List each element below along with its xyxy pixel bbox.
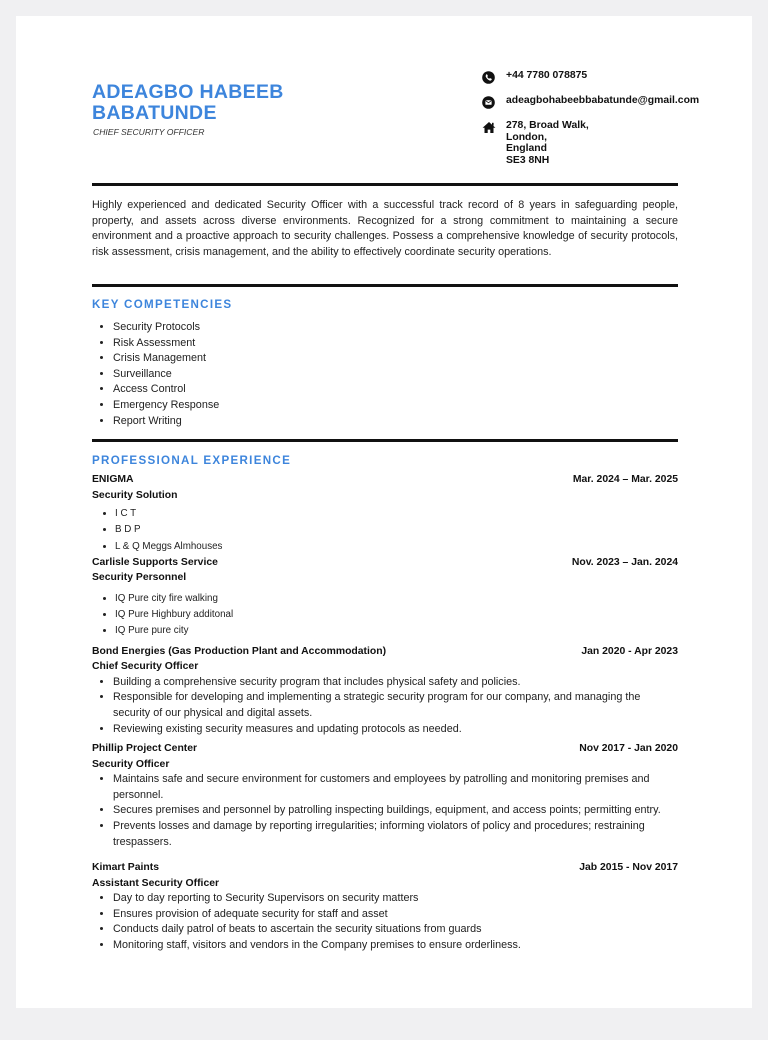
experience-heading: PROFESSIONAL EXPERIENCE bbox=[92, 454, 292, 467]
job-company: ENIGMA bbox=[92, 474, 134, 485]
competencies-list bbox=[93, 320, 219, 429]
job-header bbox=[92, 555, 678, 571]
address-lines bbox=[506, 120, 589, 166]
job-title: Security Personnel bbox=[92, 572, 187, 584]
divider bbox=[92, 284, 678, 287]
list-item: • Responsible for developing and implementing a strategic security program for our company, and managing the security of our physical and digital assets. bbox=[113, 690, 678, 721]
list-item: • Monitoring staff, visitors and vendors in the Company premises to ensure orderliness. bbox=[113, 938, 678, 954]
phone-icon bbox=[482, 70, 506, 84]
address-line: 278, Broad Walk, bbox=[506, 120, 589, 131]
list-item: • Crisis Management bbox=[113, 351, 219, 367]
job-dates: Nov. 2023 – Jan. 2024 bbox=[571, 556, 678, 568]
email-text[interactable]: adeagbohabeebbabatunde@gmail.com bbox=[506, 95, 700, 106]
job-header bbox=[92, 860, 678, 876]
candidate-name: ADEAGBO HABEEB BABATUNDE bbox=[92, 81, 284, 124]
job-company: Carlisle Supports Service bbox=[92, 556, 218, 568]
job-entry bbox=[92, 472, 678, 555]
job-dates: Jan 2020 - Apr 2023 bbox=[581, 645, 678, 657]
list-item: • Surveillance bbox=[113, 367, 219, 383]
list-item: • Access Control bbox=[113, 382, 219, 398]
job-dates: Mar. 2024 – Mar. 2025 bbox=[572, 474, 678, 485]
job-company: Phillip Project Center bbox=[92, 743, 198, 755]
address-line: England bbox=[506, 143, 547, 154]
list-item: • Ensures provision of adequate security for staff and asset bbox=[113, 907, 678, 923]
list-item: • IQ Pure pure city bbox=[115, 623, 678, 639]
job-dates: Jab 2015 - Nov 2017 bbox=[579, 862, 678, 874]
job-entry bbox=[92, 555, 678, 640]
job-header bbox=[92, 741, 678, 757]
phone-text[interactable]: +44 7780 078875 bbox=[506, 70, 588, 81]
job-header bbox=[92, 644, 678, 660]
contact-address bbox=[482, 120, 742, 166]
list-item: • B D P bbox=[115, 522, 678, 538]
contact-block bbox=[482, 70, 742, 177]
list-item: • IQ Pure Highbury additonal bbox=[115, 607, 678, 623]
job-entry bbox=[92, 741, 678, 850]
job-duties bbox=[92, 591, 678, 640]
list-item: • Maintains safe and secure environment for customers and employees by patrolling and monitoring premises and personnel. bbox=[113, 772, 678, 803]
contact-phone bbox=[482, 70, 742, 84]
list-item: • Prevents losses and damage by reporting irregularities; informing violators of policy and procedures; restraining trespassers. bbox=[113, 819, 678, 850]
list-item: • Security Protocols bbox=[113, 320, 219, 336]
list-item: • Conducts daily patrol of beats to ascertain the security situations from guards bbox=[113, 922, 678, 938]
experience-list bbox=[92, 472, 678, 954]
job-duties bbox=[92, 891, 678, 953]
list-item: • Report Writing bbox=[113, 414, 219, 430]
job-dates: Nov 2017 - Jan 2020 bbox=[579, 743, 678, 755]
job-duties bbox=[92, 772, 678, 850]
competencies-heading: KEY COMPETENCIES bbox=[92, 298, 233, 311]
contact-email bbox=[482, 95, 742, 109]
list-item: • Reviewing existing security measures and updating protocols as needed. bbox=[113, 722, 678, 738]
list-item: • I C T bbox=[115, 506, 678, 522]
job-entry bbox=[92, 644, 678, 737]
home-icon bbox=[482, 120, 506, 134]
job-title: Assistant Security Officer bbox=[92, 877, 220, 889]
list-item: • Emergency Response bbox=[113, 398, 219, 414]
job-title: Security Solution bbox=[92, 489, 178, 501]
job-entry bbox=[92, 860, 678, 953]
professional-summary: Highly experienced and dedicated Security Officer with a successful track record of 8 years in safeguarding people, property, and assets across diverse environments. Recognized for a strong commitment to maintaining a secure environment and a proactive approach to security challenges. Possess a comprehensive knowledge of security protocols, risk assessment, crisis management, and the ability to effectively coordinate security operations. bbox=[92, 199, 678, 258]
list-item: • Day to day reporting to Security Supervisors on security matters bbox=[113, 891, 678, 907]
address-line: SE3 8NH bbox=[506, 154, 550, 166]
job-title: Security Officer bbox=[92, 758, 170, 770]
list-item: • L & Q Meggs Almhouses bbox=[115, 539, 678, 555]
list-item: • Secures premises and personnel by patrolling inspecting buildings, equipment, and access points; permitting entry. bbox=[113, 803, 678, 819]
list-item: • Risk Assessment bbox=[113, 336, 219, 352]
list-item: • Building a comprehensive security program that includes physical safety and policies. bbox=[113, 675, 678, 691]
job-title: Chief Security Officer bbox=[92, 661, 199, 673]
email-icon bbox=[482, 95, 506, 109]
job-company: Kimart Paints bbox=[92, 862, 159, 874]
divider bbox=[92, 439, 678, 442]
resume-page bbox=[16, 16, 752, 1008]
address-line: London, bbox=[506, 131, 547, 143]
job-company: Bond Energies (Gas Production Plant and Accommodation) bbox=[92, 645, 387, 657]
job-duties bbox=[92, 675, 678, 737]
job-duties bbox=[92, 506, 678, 555]
list-item: • IQ Pure city fire walking bbox=[115, 591, 678, 607]
divider bbox=[92, 183, 678, 186]
job-header bbox=[92, 472, 678, 488]
candidate-role: CHIEF SECURITY OFFICER bbox=[93, 127, 205, 137]
